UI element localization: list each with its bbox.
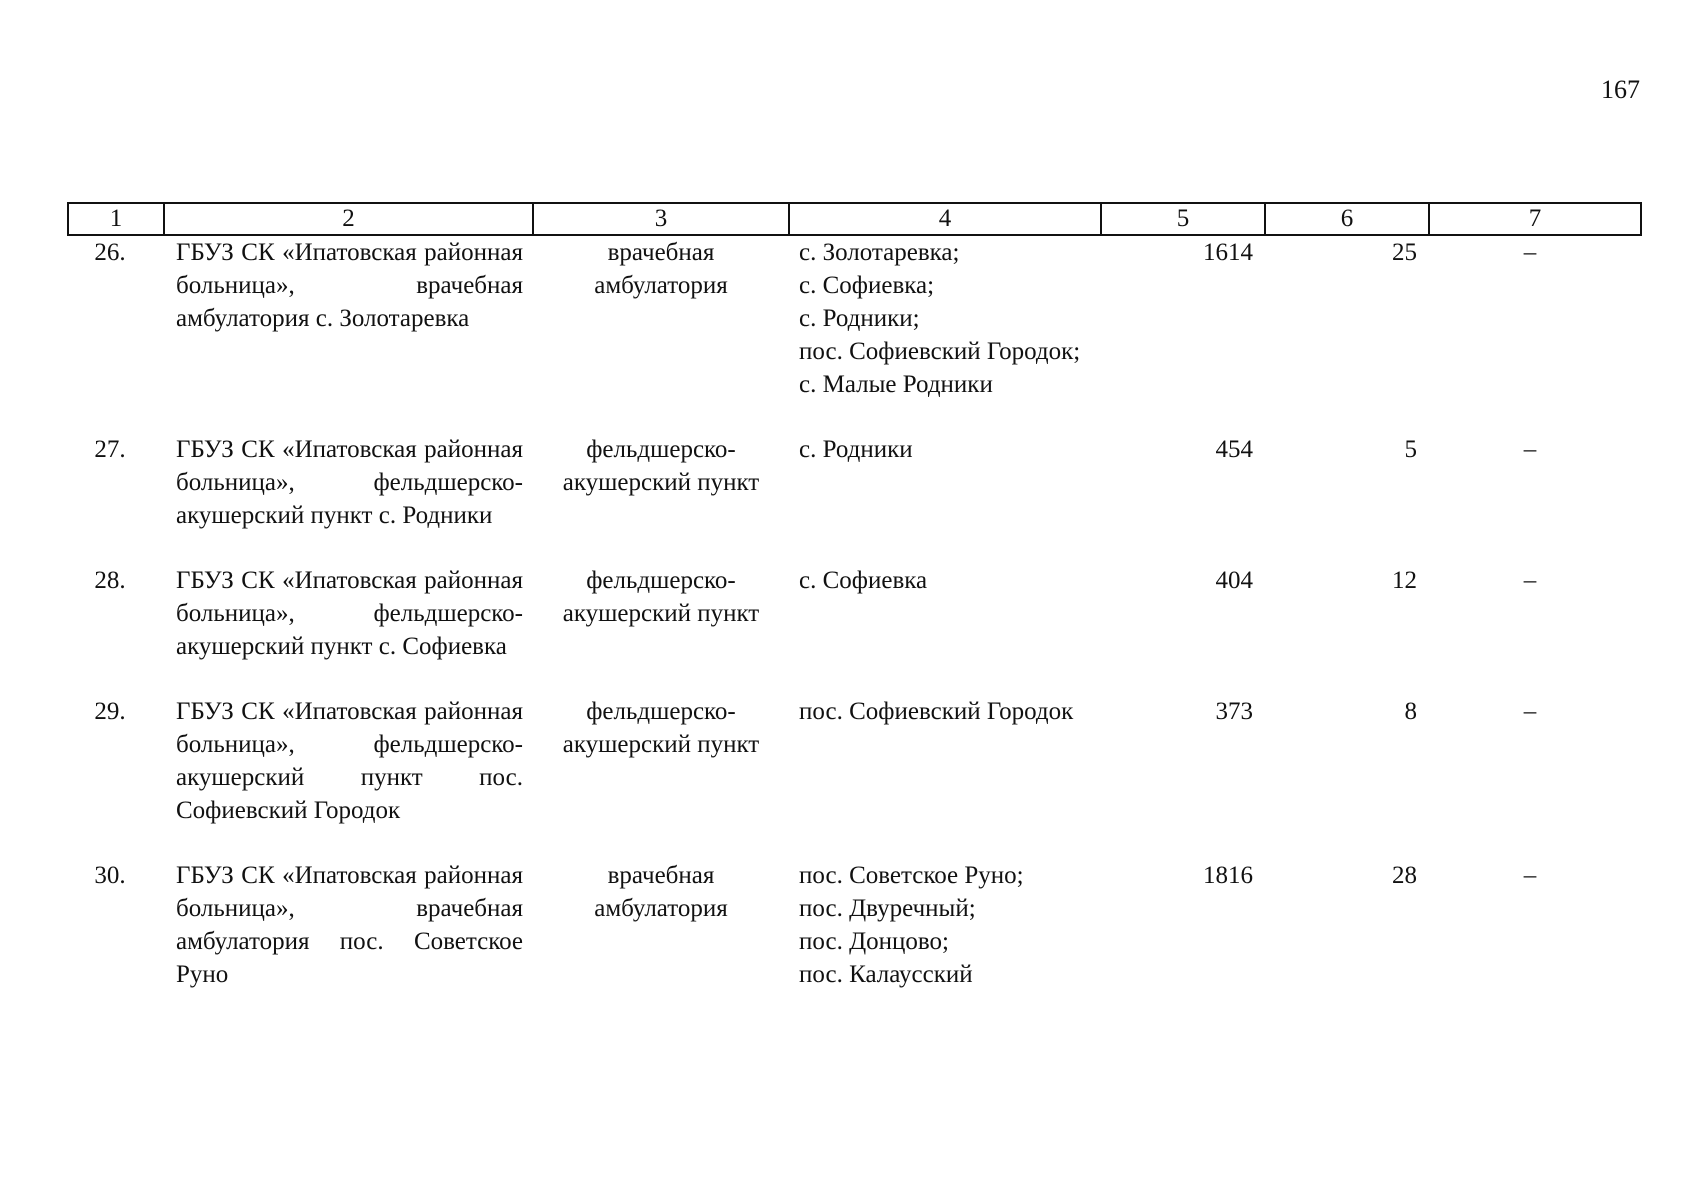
column-header-6: 6 <box>1265 203 1429 235</box>
header-row <box>68 203 1641 235</box>
organization-name: ГБУЗ СК «Ипатовская районная больница», врачебная амбулатория пос. Советское Руно <box>176 862 523 988</box>
settlement: пос. Двуречный; <box>799 895 976 922</box>
settlement: с. Родники; <box>799 305 920 332</box>
column-5-value: 454 <box>1215 436 1253 463</box>
column-5-value: 373 <box>1215 698 1253 725</box>
table-body <box>68 235 1641 1023</box>
table-row <box>68 695 1641 859</box>
settlement: пос. Донцово; <box>799 928 949 955</box>
column-7-value: – <box>1523 862 1537 889</box>
column-header-2: 2 <box>164 203 533 235</box>
column-6-value: 28 <box>1392 862 1417 889</box>
settlement: с. Родники <box>799 436 913 463</box>
organization-name: ГБУЗ СК «Ипатовская районная больница», врачебная амбулатория с. Золотаревка <box>176 239 523 332</box>
facility-type: врачебная амбулатория <box>594 239 728 299</box>
column-6-value: 8 <box>1404 698 1417 725</box>
facility-type: врачебная амбулатория <box>594 862 728 922</box>
column-header-3: 3 <box>533 203 789 235</box>
organization-name: ГБУЗ СК «Ипатовская районная больница», фельдшерско-акушерский пункт пос. Софиевский Городок <box>176 698 523 824</box>
table-header <box>68 203 1641 235</box>
settlement: пос. Калаусский <box>799 961 973 988</box>
table-row <box>68 235 1641 433</box>
served-settlements <box>789 695 1101 859</box>
column-6-value: 12 <box>1392 567 1417 594</box>
facility-type: фельдшерско-акушерский пункт <box>562 567 760 627</box>
page-number: 167 <box>1601 75 1640 104</box>
row-number: 30. <box>94 862 126 889</box>
column-5-value: 1816 <box>1203 862 1253 889</box>
row-number: 28. <box>94 567 126 594</box>
served-settlements <box>789 859 1101 1023</box>
table-row <box>68 433 1641 564</box>
column-7-value: – <box>1523 239 1537 266</box>
row-number: 29. <box>94 698 126 725</box>
settlement: с. Золотаревка; <box>799 239 960 266</box>
column-6-value: 5 <box>1404 436 1417 463</box>
settlement: с. Малые Родники <box>799 371 993 398</box>
facility-type: фельдшерско-акушерский пункт <box>562 698 760 758</box>
settlement: пос. Софиевский Городок; <box>799 338 1081 365</box>
column-6-value: 25 <box>1392 239 1417 266</box>
served-settlements <box>789 564 1101 695</box>
facility-type: фельдшерско-акушерский пункт <box>562 436 760 496</box>
column-7-value: – <box>1523 567 1537 594</box>
column-header-7: 7 <box>1429 203 1641 235</box>
settlement: с. Софиевка; <box>799 272 935 299</box>
settlement: пос. Софиевский Городок <box>799 698 1074 725</box>
column-7-value: – <box>1523 436 1537 463</box>
served-settlements <box>789 235 1101 433</box>
served-settlements <box>789 433 1101 564</box>
table-row <box>68 859 1641 1023</box>
column-5-value: 404 <box>1215 567 1253 594</box>
organization-name: ГБУЗ СК «Ипатовская районная больница», фельдшерско-акушерский пункт с. Родники <box>176 436 523 529</box>
organization-name: ГБУЗ СК «Ипатовская районная больница», фельдшерско-акушерский пункт с. Софиевка <box>176 567 523 660</box>
column-header-5: 5 <box>1101 203 1265 235</box>
column-5-value: 1614 <box>1203 239 1253 266</box>
row-number: 26. <box>94 239 126 266</box>
settlement: с. Софиевка <box>799 567 928 594</box>
settlement: пос. Советское Руно; <box>799 862 1024 889</box>
column-header-4: 4 <box>789 203 1101 235</box>
facilities-table <box>67 202 1642 1023</box>
table-row <box>68 564 1641 695</box>
column-header-1: 1 <box>68 203 164 235</box>
row-number: 27. <box>94 436 126 463</box>
column-7-value: – <box>1523 698 1537 725</box>
